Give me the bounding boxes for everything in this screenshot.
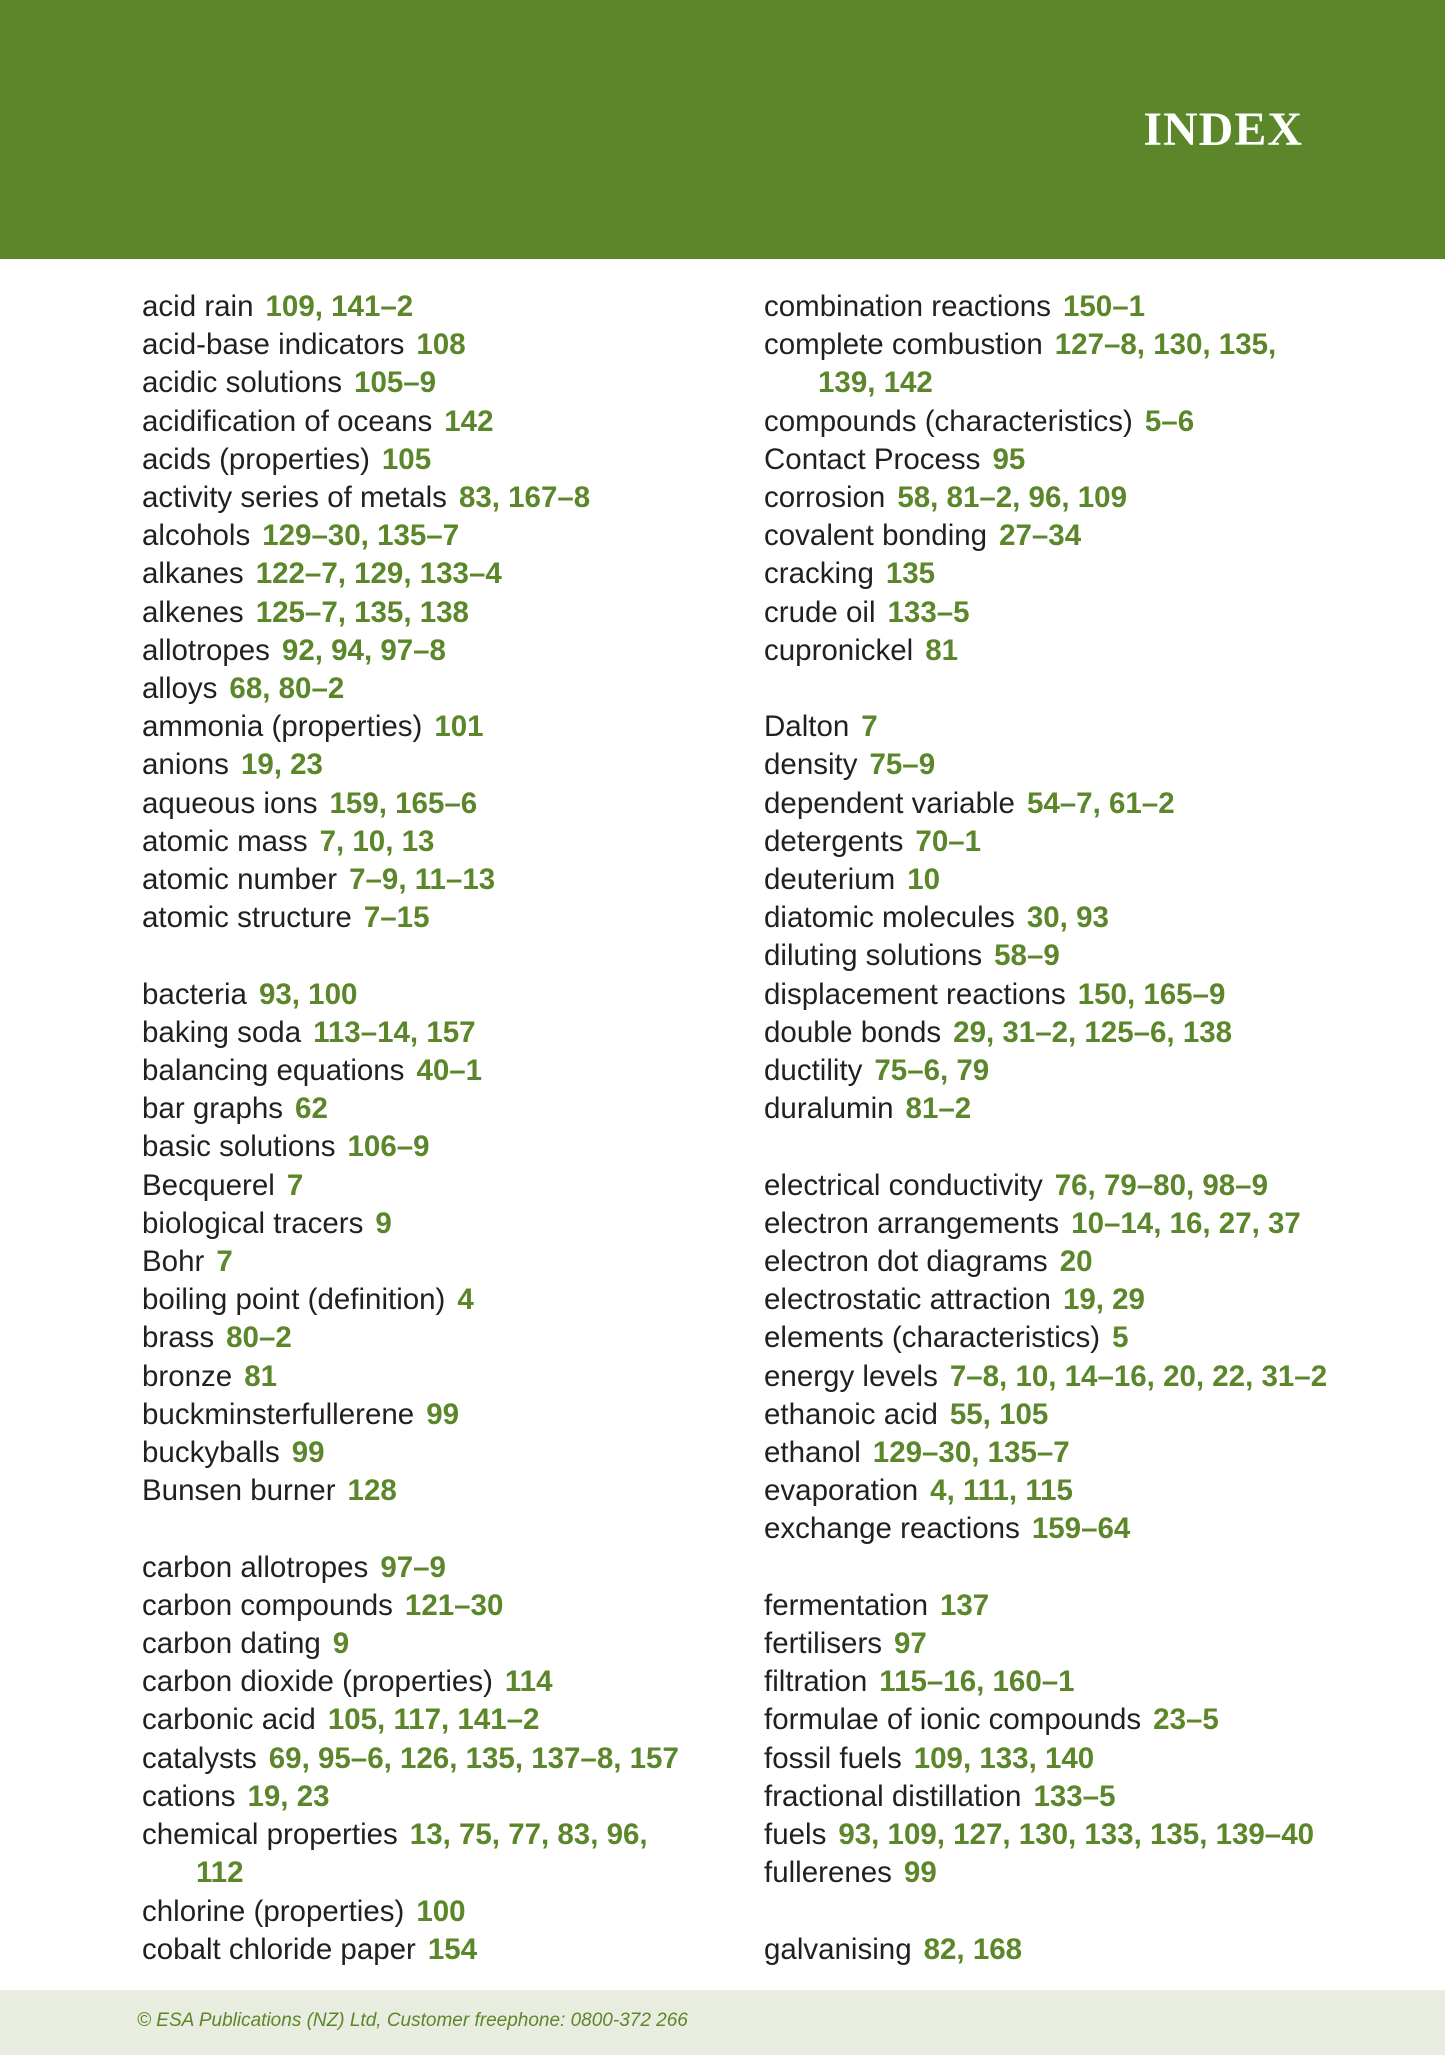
index-pages: 82, 168: [923, 1932, 1023, 1966]
index-column-left: [142, 288, 762, 1969]
index-term: fractional distillation: [764, 1779, 1022, 1813]
index-term: acid-base indicators: [142, 328, 405, 362]
index-term: galvanising: [764, 1932, 912, 1966]
index-pages: 150, 165–9: [1077, 977, 1226, 1011]
index-pages: 113–14, 157: [313, 1015, 476, 1049]
index-term: dependent variable: [764, 786, 1015, 820]
index-pages: 93, 109, 127, 130, 133, 135, 139–40: [838, 1818, 1315, 1852]
index-term: buckyballs: [142, 1436, 280, 1470]
index-pages: 97–9: [380, 1550, 446, 1584]
index-entry: [142, 1931, 762, 1969]
index-pages: 99: [903, 1856, 937, 1890]
index-pages: 122–7, 129, 133–4: [255, 557, 502, 591]
index-entry: [142, 555, 762, 593]
index-term: ethanol: [764, 1436, 861, 1470]
index-pages: 23–5: [1153, 1703, 1219, 1737]
index-entry: [764, 1014, 1384, 1052]
index-pages: 19, 29: [1062, 1283, 1145, 1317]
index-pages: 81–2: [905, 1092, 972, 1126]
index-pages: 121–30: [404, 1588, 504, 1622]
index-term: acids (properties): [142, 442, 370, 476]
index-term: activity series of metals: [142, 481, 447, 515]
index-pages: 4: [457, 1283, 474, 1317]
index-entry: [764, 1472, 1384, 1510]
index-entry: [764, 976, 1384, 1014]
index-entry: [142, 1549, 762, 1587]
index-term: formulae of ionic compounds: [764, 1703, 1142, 1737]
index-pages: 92, 94, 97–8: [281, 633, 446, 667]
index-entry: [142, 1893, 762, 1931]
index-term: balancing equations: [142, 1054, 405, 1088]
section-gap: [764, 670, 1384, 708]
index-term: energy levels: [764, 1359, 938, 1393]
index-entry: [764, 555, 1384, 593]
index-entry: [764, 517, 1384, 555]
index-pages: 5–6: [1144, 404, 1195, 438]
index-pages: 150–1: [1062, 290, 1146, 323]
index-entry: [142, 1434, 762, 1472]
index-term: atomic number: [142, 863, 338, 897]
index-pages: 97: [894, 1627, 927, 1661]
index-entry: [764, 823, 1384, 861]
index-entry: [142, 1128, 762, 1166]
index-entry: [142, 1625, 762, 1663]
index-entry: [764, 1090, 1384, 1128]
index-term: bronze: [142, 1359, 233, 1393]
index-pages: 108: [416, 328, 466, 362]
index-pages: 105–9: [354, 366, 437, 400]
index-term: Bohr: [142, 1245, 205, 1279]
index-term: Contact Process: [764, 442, 981, 476]
index-term: electrostatic attraction: [764, 1283, 1051, 1317]
index-term: boiling point (definition): [142, 1283, 446, 1317]
index-term: acid rain: [142, 290, 254, 323]
index-term: ethanoic acid: [764, 1397, 938, 1431]
page-title: INDEX: [1143, 103, 1303, 156]
index-entry: [764, 1243, 1384, 1281]
index-entry: [142, 1281, 762, 1319]
index-term: baking soda: [142, 1015, 302, 1049]
index-entry: [142, 1587, 762, 1625]
index-entry: [142, 1090, 762, 1128]
index-pages: 129–30, 135–7: [262, 519, 460, 553]
index-term: ammonia (properties): [142, 710, 423, 744]
index-pages: 125–7, 135, 138: [255, 595, 469, 629]
index-term: basic solutions: [142, 1130, 336, 1164]
index-entry: [142, 1243, 762, 1281]
index-entry: [764, 1434, 1384, 1472]
index-pages: 68, 80–2: [229, 672, 345, 706]
index-term: fuels: [764, 1818, 827, 1852]
index-entry: [142, 1167, 762, 1205]
index-pages: 105, 117, 141–2: [327, 1703, 540, 1737]
index-term: alkenes: [142, 595, 244, 629]
index-pages: 80–2: [226, 1321, 292, 1355]
index-entry: [764, 632, 1384, 670]
index-pages: 83, 167–8: [458, 481, 591, 515]
index-term: acidification of oceans: [142, 404, 433, 438]
index-term: fossil fuels: [764, 1741, 902, 1775]
index-entry: [142, 1740, 762, 1778]
index-pages: 129–30, 135–7: [872, 1436, 1070, 1470]
index-term: crude oil: [764, 595, 876, 629]
index-pages: 93, 100: [258, 977, 358, 1011]
index-pages: 142: [444, 404, 494, 438]
index-pages: 99: [426, 1397, 460, 1431]
index-pages: 7, 10, 13: [319, 824, 435, 858]
index-pages: 114: [504, 1665, 553, 1699]
index-pages: 54–7, 61–2: [1026, 786, 1175, 820]
index-term: ductility: [764, 1054, 863, 1088]
index-entry: [142, 670, 762, 708]
index-entry: [142, 1205, 762, 1243]
index-term: alcohols: [142, 519, 251, 553]
footer-bar: [0, 1990, 1445, 2055]
index-pages: 10: [907, 863, 941, 897]
index-term: cupronickel: [764, 633, 914, 667]
index-entry: [764, 1701, 1384, 1739]
index-pages-continued: 139, 142: [818, 366, 933, 400]
index-entry: [142, 976, 762, 1014]
index-pages: 27–34: [999, 519, 1082, 553]
index-pages: 55, 105: [949, 1397, 1049, 1431]
index-term: carbon compounds: [142, 1588, 393, 1622]
index-pages: 159–64: [1031, 1512, 1131, 1546]
index-entry: [142, 1778, 762, 1816]
index-term: combination reactions: [764, 290, 1051, 323]
index-entry: [142, 632, 762, 670]
index-entry: [142, 1319, 762, 1357]
index-entry: [764, 1319, 1384, 1357]
index-term: Dalton: [764, 710, 850, 744]
index-pages: 101: [434, 710, 484, 744]
index-entry: [764, 1625, 1384, 1663]
index-pages: 7: [216, 1245, 233, 1279]
index-term: electron arrangements: [764, 1206, 1060, 1240]
index-term: duralumin: [764, 1092, 894, 1126]
index-entry: [764, 1663, 1384, 1701]
index-term: allotropes: [142, 633, 270, 667]
index-term: brass: [142, 1321, 215, 1355]
index-entry: [764, 1358, 1384, 1396]
index-entry: [142, 861, 762, 899]
index-term: bar graphs: [142, 1092, 284, 1126]
index-pages: 81: [925, 633, 959, 667]
index-entry: [142, 899, 762, 937]
index-entry: [764, 785, 1384, 823]
index-entry: [142, 517, 762, 555]
index-term: displacement reactions: [764, 977, 1066, 1011]
index-pages: 20: [1059, 1245, 1093, 1279]
index-entry: [764, 1778, 1384, 1816]
index-pages: 7–8, 10, 14–16, 20, 22, 31–2: [949, 1359, 1328, 1393]
section-gap: [764, 1128, 1384, 1166]
index-entry: [142, 1816, 762, 1854]
index-entry: [764, 288, 1384, 326]
index-pages: 4, 111, 115: [930, 1474, 1073, 1508]
index-pages: 128: [347, 1474, 397, 1508]
index-term: atomic structure: [142, 901, 352, 935]
index-entry: [764, 1281, 1384, 1319]
index-term: complete combustion: [764, 328, 1043, 362]
index-entry: [142, 441, 762, 479]
index-entry: [764, 1931, 1384, 1969]
index-term: carbon dating: [142, 1627, 321, 1661]
index-term: cations: [142, 1779, 236, 1813]
index-term: exchange reactions: [764, 1512, 1020, 1546]
index-entry: [142, 823, 762, 861]
index-term: biological tracers: [142, 1206, 364, 1240]
index-entry: [142, 708, 762, 746]
index-term: catalysts: [142, 1741, 257, 1775]
index-term: electron dot diagrams: [764, 1245, 1048, 1279]
index-pages: 81: [244, 1359, 278, 1393]
index-entry: [764, 1396, 1384, 1434]
index-pages: 133–5: [1033, 1779, 1116, 1813]
index-pages: 100: [416, 1894, 466, 1928]
index-term: detergents: [764, 824, 904, 858]
index-term: anions: [142, 748, 229, 782]
index-entry: [764, 861, 1384, 899]
index-entry: [142, 1052, 762, 1090]
index-pages: 58, 81–2, 96, 109: [897, 481, 1127, 515]
index-entry: [142, 1472, 762, 1510]
index-entry: [142, 1396, 762, 1434]
index-pages: 135: [885, 557, 936, 591]
index-pages: 99: [291, 1436, 325, 1470]
index-entry: [764, 1740, 1384, 1778]
index-entry: [142, 1014, 762, 1052]
index-entry: [764, 899, 1384, 937]
index-pages: 62: [295, 1092, 328, 1126]
index-pages: 105: [381, 442, 432, 476]
index-term: deuterium: [764, 863, 896, 897]
index-term: carbon dioxide (properties): [142, 1665, 493, 1699]
index-pages: 75–9: [869, 748, 936, 782]
index-pages: 95: [992, 442, 1026, 476]
index-entry: [142, 1701, 762, 1739]
index-entry: [142, 288, 762, 326]
index-term: evaporation: [764, 1474, 919, 1508]
index-term: acidic solutions: [142, 366, 343, 400]
index-pages: 70–1: [915, 824, 982, 858]
index-term: chlorine (properties): [142, 1894, 405, 1928]
section-gap: [764, 1549, 1384, 1587]
index-pages: 109, 133, 140: [913, 1741, 1095, 1775]
index-term: alloys: [142, 672, 218, 706]
index-term: corrosion: [764, 481, 886, 515]
index-entry: [142, 479, 762, 517]
index-pages-continued: 112: [196, 1856, 244, 1890]
index-pages: 58–9: [994, 939, 1060, 973]
index-term: diluting solutions: [764, 939, 983, 973]
index-pages: 13, 75, 77, 83, 96,: [409, 1818, 648, 1852]
index-term: fertilisers: [764, 1627, 883, 1661]
index-pages: 154: [427, 1932, 478, 1966]
section-gap: [764, 1892, 1384, 1930]
index-entry: [142, 1663, 762, 1701]
index-entry: [764, 1052, 1384, 1090]
index-term: aqueous ions: [142, 786, 318, 820]
index-pages: 29, 31–2, 125–6, 138: [953, 1015, 1233, 1049]
index-term: fermentation: [764, 1588, 928, 1622]
index-pages: 159, 165–6: [329, 786, 478, 820]
header-banner: [0, 0, 1445, 259]
index-entry: [764, 594, 1384, 632]
section-gap: [142, 1510, 762, 1548]
index-term: diatomic molecules: [764, 901, 1015, 935]
index-term: covalent bonding: [764, 519, 988, 553]
section-gap: [142, 937, 762, 975]
index-term: alkanes: [142, 557, 244, 591]
index-term: cobalt chloride paper: [142, 1932, 416, 1966]
index-term: compounds (characteristics): [764, 404, 1133, 438]
index-pages: 109, 141–2: [265, 290, 414, 323]
index-entry: [764, 1587, 1384, 1625]
index-entry: [142, 594, 762, 632]
index-term: filtration: [764, 1665, 868, 1699]
index-pages: 40–1: [416, 1054, 483, 1088]
index-pages: 9: [375, 1206, 392, 1240]
index-term: cracking: [764, 557, 874, 591]
index-pages: 133–5: [887, 595, 970, 629]
index-entry: [142, 364, 762, 402]
index-pages: 69, 95–6, 126, 135, 137–8, 157: [268, 1741, 679, 1775]
index-entry: [764, 1816, 1384, 1854]
index-pages: 127–8, 130, 135,: [1054, 328, 1277, 362]
index-entry: [764, 479, 1384, 517]
index-term: density: [764, 748, 858, 782]
index-pages: 106–9: [347, 1130, 430, 1164]
index-entry: [142, 785, 762, 823]
index-pages: 10–14, 16, 27, 37: [1071, 1206, 1301, 1240]
index-entry: [764, 1510, 1384, 1548]
index-entry: [764, 708, 1384, 746]
index-entry: [764, 937, 1384, 975]
index-entry: [764, 326, 1384, 364]
index-entry: [764, 1205, 1384, 1243]
index-term: atomic mass: [142, 824, 308, 858]
index-pages: 19, 23: [247, 1779, 330, 1813]
index-column-right: [764, 288, 1384, 1969]
index-entry: [764, 441, 1384, 479]
index-entry: [142, 746, 762, 784]
index-term: carbonic acid: [142, 1703, 316, 1737]
index-entry: [142, 1358, 762, 1396]
index-pages: 9: [332, 1627, 350, 1661]
index-entry: [142, 326, 762, 364]
index-term: fullerenes: [764, 1856, 892, 1890]
index-pages: 5: [1112, 1321, 1129, 1355]
index-pages: 76, 79–80, 98–9: [1054, 1168, 1268, 1202]
index-entry: [764, 746, 1384, 784]
index-pages: 7: [861, 710, 878, 744]
index-entry: [764, 1167, 1384, 1205]
index-term: bacteria: [142, 977, 247, 1011]
index-term: double bonds: [764, 1015, 942, 1049]
index-entry: [764, 403, 1384, 441]
index-term: electrical conductivity: [764, 1168, 1043, 1202]
index-pages: 75–6, 79: [874, 1054, 990, 1088]
index-term: Becquerel: [142, 1168, 275, 1202]
index-term: Bunsen burner: [142, 1474, 336, 1508]
index-entry: [764, 1854, 1384, 1892]
index-pages: 7: [286, 1168, 304, 1202]
index-pages: 30, 93: [1026, 901, 1109, 935]
index-pages: 19, 23: [240, 748, 323, 782]
index-term: elements (characteristics): [764, 1321, 1101, 1355]
index-entry: [142, 403, 762, 441]
index-term: chemical properties: [142, 1818, 398, 1852]
index-pages: 115–16, 160–1: [879, 1665, 1075, 1699]
index-pages: 7–9, 11–13: [349, 863, 496, 897]
footer-copyright: © ESA Publications (NZ) Ltd, Customer freephone: 0800-372 266: [137, 2010, 688, 2031]
index-pages: 137: [939, 1588, 990, 1622]
index-term: buckminsterfullerene: [142, 1397, 415, 1431]
index-pages: 7–15: [363, 901, 430, 935]
index-term: carbon allotropes: [142, 1550, 369, 1584]
